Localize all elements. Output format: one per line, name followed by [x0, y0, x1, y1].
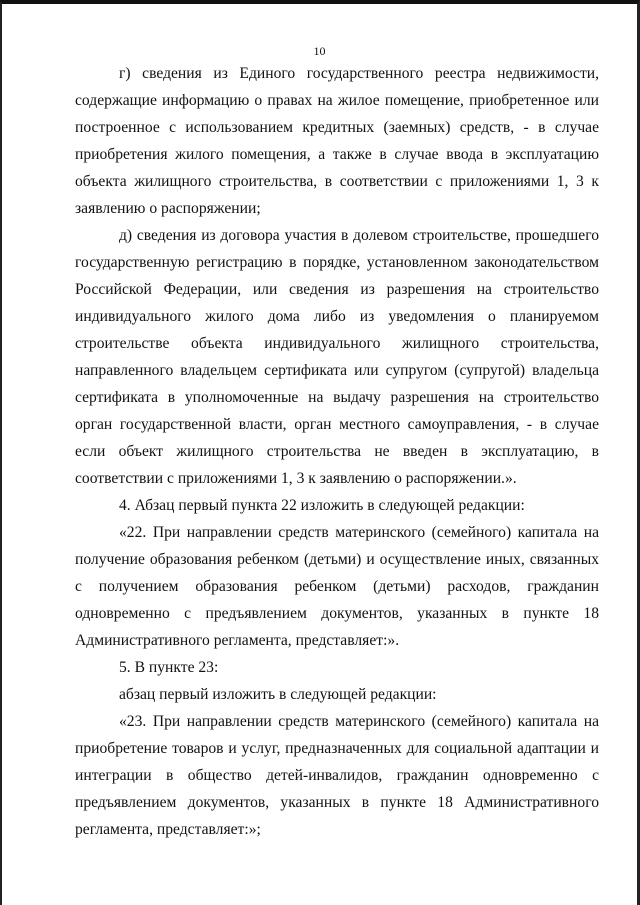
- paragraph-d: д) сведения из договора участия в долевом строительстве, прошедшего государственную регистрацию в порядке, установленном законодательством Российской Федерации, или сведения из разрешения на строительство индивидуального жилого дома либо из уведомления о планируемом строительстве объекта индивидуального жилищного строительства, направленного владельцем сертификата или супругом (супругой) владельца сертификата в уполномоченные на выдачу разрешения на строительство орган государственной власти, орган местного самоуправления, - в случае если объект жилищного строительства не введен в эксплуатацию, в соответствии с приложениями 1, 3 к заявлению о распоряжении.».: [75, 227, 599, 487]
- paragraph-item-5: 5. В пункте 23:: [119, 659, 219, 676]
- paragraph-item-4: 4. Абзац первый пункта 22 изложить в следующей редакции:: [119, 497, 525, 514]
- document-body: [75, 60, 599, 843]
- paragraph-g: г) сведения из Единого государственного реестра недвижимости, содержащие информацию о правах на жилое помещение, приобретенное или построенное с использованием кредитных (заемных) средств, - в случае приобретения жилого помещения, а также в случае ввода в эксплуатацию объекта жилищного строительства, в соответствии с приложениями 1, 3 к заявлению о распоряжении;: [75, 65, 599, 217]
- page-number: 10: [313, 44, 326, 58]
- paragraph-clause-22: «22. При направлении средств материнского (семейного) капитала на получение образования ребенком (детьми) и осуществление иных, связанных с получением образования ребенком (детьми) расходов, гражданин одновременно с предъявлением документов, указанных в пункте 18 Административного регламента, представляет:».: [75, 524, 599, 649]
- paragraph-abzac-first: абзац первый изложить в следующей редакции:: [119, 686, 437, 703]
- paragraph-clause-23: «23. При направлении средств материнского (семейного) капитала на приобретение товаров и услуг, предназначенных для социальной адаптации и интеграции в общество детей-инвалидов, гражданин одновременно с предъявлением документов, указанных в пункте 18 Административного регламента, представляет:»;: [75, 713, 599, 838]
